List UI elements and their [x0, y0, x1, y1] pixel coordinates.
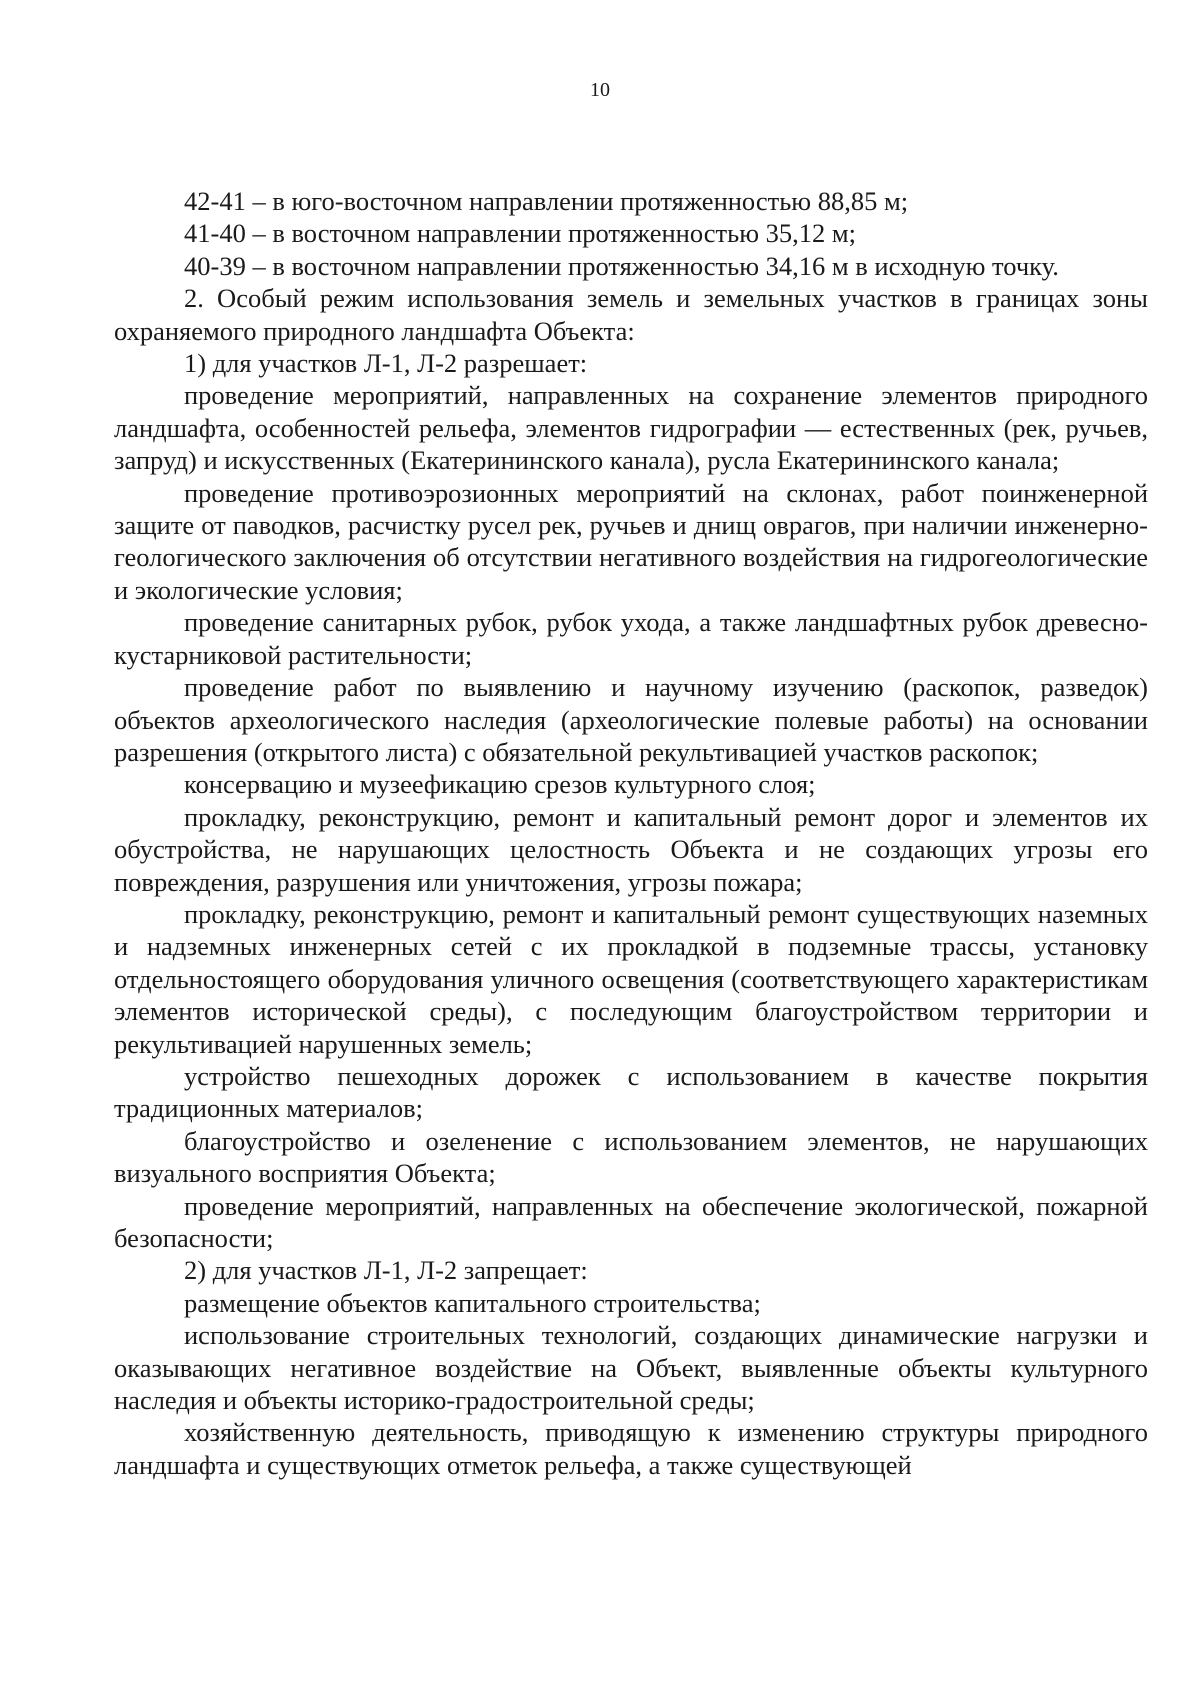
paragraph-prohibited-heading: 2) для участков Л-1, Л-2 запрещает:: [184, 1255, 588, 1286]
paragraph-segment-41-40: 41-40 – в восточном направлении протяженностью 35,12 м;: [184, 218, 856, 249]
paragraph-segment-42-41: 42-41 – в юго-восточном направлении протяженностью 88,85 м;: [184, 186, 909, 216]
paragraph-allowed-item: проведение мероприятий, направленных на обеспечение экологической, пожарной безопасности;: [114, 1190, 1148, 1253]
paragraph-allowed-item: проведение работ по выявлению и научному изучению (раскопок, разведок) объектов археологического наследия (археологические полевые работы) на основании разрешения (открытого листа) с обязательной рекультивацией участков раскопок;: [114, 672, 1148, 767]
page-number: 10: [590, 79, 610, 101]
paragraph-prohibited-item: использование строительных технологий, создающих динамические нагрузки и оказывающих негативное воздействие на Объект, выявленные объекты культурного наследия и объекты историко-градостроительной среды;: [114, 1320, 1148, 1416]
paragraph-allowed-item: прокладку, реконструкцию, ремонт и капитальный ремонт дорог и элементов их обустройства, не нарушающих целостность Объекта и не создающих угрозы его повреждения, разрушения или уничтожения, угрозы пожара;: [114, 801, 1148, 897]
paragraph-allowed-item: прокладку, реконструкцию, ремонт и капитальный ремонт существующих наземных и надземных инженерных сетей с их прокладкой в подземные трассы, установку отдельностоящего оборудования уличного освещения (соответствующего характеристикам элементов исторической среды), с последующим благоустройством территории и рекультивацией нарушенных земель;: [114, 898, 1148, 1059]
paragraph-prohibited-item: размещение объектов капитального строительства;: [184, 1287, 761, 1318]
paragraph-allowed-heading: 1) для участков Л-1, Л-2 разрешает:: [184, 348, 588, 379]
body-text: [114, 185, 1148, 1481]
paragraph-allowed-item: проведение противоэрозионных мероприятий на склонах, работ поинженерной защите от паводков, расчистку русел рек, ручьев и днищ оврагов, при наличии инженерно-геологического заключения об отсутствии негативного воздействия на гидрогеологические и экологические условия;: [114, 477, 1148, 605]
paragraph-segment-40-39: 40-39 – в восточном направлении протяженностью 34,16 м в исходную точку.: [184, 250, 1059, 281]
paragraph-section-2-heading: 2. Особый режим использования земель и земельных участков в границах зоны охраняемого природного ландшафта Объекта:: [114, 283, 1148, 346]
paragraph-allowed-item: консервацию и музеефикацию срезов культурного слоя;: [184, 769, 816, 800]
paragraph-allowed-item: благоустройство и озеленение с использованием элементов, не нарушающих визуального восприятия Объекта;: [114, 1125, 1148, 1189]
paragraph-allowed-item: проведение мероприятий, направленных на сохранение элементов природного ландшафта, особенностей рельефа, элементов гидрографии — естественных (рек, ручьев, запруд) и искусственных (Екатерининского канала), русла Екатерининского канала;: [114, 380, 1148, 476]
paragraph-allowed-item: проведение санитарных рубок, рубок ухода, а также ландшафтных рубок древесно-кустарниковой растительности;: [114, 607, 1148, 670]
paragraph-allowed-item: устройство пешеходных дорожек с использованием в качестве покрытия традиционных материалов;: [114, 1060, 1148, 1124]
paragraph-prohibited-item: хозяйственную деятельность, приводящую к изменению структуры природного ландшафта и существующих отметок рельефа, а также существующей: [114, 1417, 1148, 1480]
